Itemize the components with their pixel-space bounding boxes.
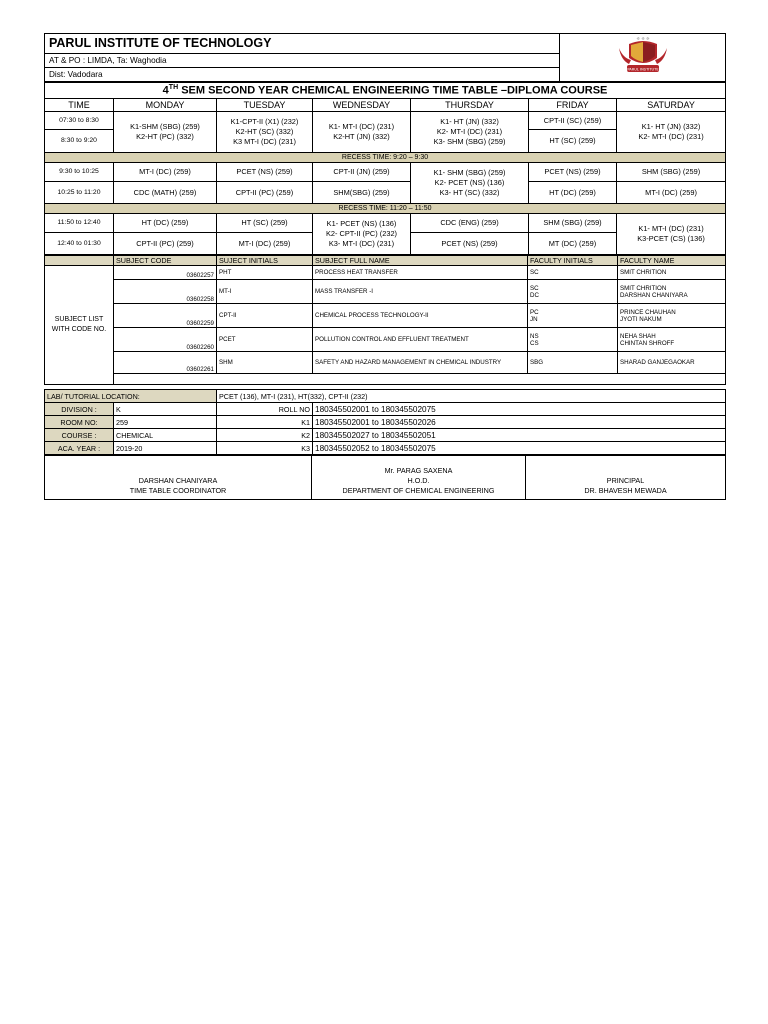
address-line-2: Dist: Vadodara	[45, 67, 560, 81]
subject-code-header: SUBJECT CODE	[114, 256, 217, 266]
saturday-slot-5: K1- MT-I (DC) (231) K3-PCET (CS) (136)	[617, 214, 726, 255]
room-label: ROOM NO:	[45, 416, 114, 429]
subject-name-header: SUBJECT FULL NAME	[313, 256, 528, 266]
thursday-slot-1: K1- HT (JN) (332) K2- MT-I (DC) (231) K3- SHM (SBG) (259)	[411, 112, 529, 153]
monday-slot-4: CDC (MATH) (259)	[114, 182, 217, 204]
saturday-slot-3: SHM (SBG) (259)	[617, 163, 726, 182]
lab-location-label: LAB/ TUTORIAL LOCATION:	[45, 390, 217, 403]
logo-text: PARUL INSTITUTE	[626, 67, 659, 72]
time-slot: 12:40 to 01:30	[45, 233, 114, 255]
tuesday-slot-6: MT-I (DC) (259)	[217, 233, 313, 255]
signature-table	[44, 455, 726, 500]
recess-bar-1: RECESS TIME: 9:20 – 9:30	[45, 153, 726, 163]
recess-bar-2: RECESS TIME: 11:20 – 11:50	[45, 204, 726, 214]
coordinator-signature: DARSHAN CHANIYARA TIME TABLE COORDINATOR	[45, 456, 312, 500]
thursday-slot-5: CDC (ENG) (259)	[411, 214, 529, 233]
monday-slot-1: K1-SHM (SBG) (259) K2-HT (PC) (332)	[114, 112, 217, 153]
col-monday: MONDAY	[114, 99, 217, 112]
monday-slot-6: CPT-II (PC) (259)	[114, 233, 217, 255]
table-row: 03602260 PCET POLLUTION CONTROL AND EFFLUENT TREATMENT NS CS NEHA SHAH CHINTAN SHROFF	[45, 328, 726, 352]
time-slot: 9:30 to 10:25	[45, 163, 114, 182]
time-slot: 8:30 to 9:20	[45, 130, 114, 153]
table-row: 03602259 CPT-II CHEMICAL PROCESS TECHNOLOGY-II PC JN PRINCE CHAUHAN JYOTI NAKUM	[45, 304, 726, 328]
info-table	[44, 389, 726, 455]
col-thursday: THURSDAY	[411, 99, 529, 112]
timetable-grid	[44, 82, 726, 255]
address-line-1: AT & PO : LIMDA, Ta: Waghodia	[45, 53, 560, 67]
col-friday: FRIDAY	[529, 99, 617, 112]
wednesday-slot-4: SHM(SBG) (259)	[313, 182, 411, 204]
col-wednesday: WEDNESDAY	[313, 99, 411, 112]
course-label: COURSE :	[45, 429, 114, 442]
institute-logo-icon	[613, 34, 673, 76]
subject-list-label: SUBJECT LIST WITH CODE NO.	[45, 266, 114, 385]
table-row: SUBJECT LIST WITH CODE NO. 03602257 PHT PROCESS HEAT TRANSFER SC SMIT CHRITION	[45, 266, 726, 280]
timetable-sheet	[44, 33, 725, 500]
saturday-slot-1: K1- HT (JN) (332) K2- MT-I (DC) (231)	[617, 112, 726, 153]
division-label: DIVISION :	[45, 403, 114, 416]
k2-label: K2	[217, 429, 313, 442]
wednesday-slot-5: K1- PCET (NS) (136) K2- CPT-II (PC) (232) K3- MT-I (DC) (231)	[313, 214, 411, 255]
tuesday-slot-5: HT (SC) (259)	[217, 214, 313, 233]
k2-value: 180345502027 to 180345502051	[313, 429, 726, 442]
course-value: CHEMICAL	[114, 429, 217, 442]
time-slot: 07:30 to 8:30	[45, 112, 114, 130]
lab-location-value: PCET (136), MT-I (231), HT(332), CPT-II (232)	[217, 390, 726, 403]
subject-initials-header: SUJECT INITIALS	[217, 256, 313, 266]
year-value: 2019-20	[114, 442, 217, 455]
subject-list-corner	[45, 256, 114, 266]
friday-slot-5: SHM (SBG) (259)	[529, 214, 617, 233]
col-tuesday: TUESDAY	[217, 99, 313, 112]
tuesday-slot-4: CPT-II (PC) (259)	[217, 182, 313, 204]
table-row: 03602261 SHM SAFETY AND HAZARD MANAGEMENT IN CHEMICAL INDUSTRY SBG SHARAD GANJEGAOKAR	[45, 352, 726, 374]
header-table	[44, 33, 726, 82]
table-row: 03602258 MT-I MASS TRANSFER -I SC DC SMIT CHRITION DARSHAN CHANIYARA	[45, 280, 726, 304]
subject-list	[44, 255, 726, 385]
col-time: TIME	[45, 99, 114, 112]
institute-name: PARUL INSTITUTE OF TECHNOLOGY	[45, 34, 560, 54]
hod-signature: Mr. PARAG SAXENA H.O.D. DEPARTMENT OF CHEMICAL ENGINEERING	[312, 456, 526, 500]
time-slot: 11:50 to 12:40	[45, 214, 114, 233]
time-slot: 10:25 to 11:20	[45, 182, 114, 204]
wednesday-slot-1: K1- MT-I (DC) (231) K2-HT (JN) (332)	[313, 112, 411, 153]
subject-list-spacer	[114, 374, 726, 385]
principal-signature: PRINCIPAL DR. BHAVESH MEWADA	[526, 456, 726, 500]
logo-cell	[560, 34, 726, 82]
friday-slot-4: HT (DC) (259)	[529, 182, 617, 204]
k1-label: K1	[217, 416, 313, 429]
friday-slot-1: CPT-II (SC) (259)	[529, 112, 617, 130]
k3-value: 180345502052 to 180345502075	[313, 442, 726, 455]
faculty-name-header: FACULTY NAME	[618, 256, 726, 266]
monday-slot-3: MT-I (DC) (259)	[114, 163, 217, 182]
tuesday-slot-1: K1-CPT-II (X1) (232) K2-HT (SC) (332) K3 MT-I (DC) (231)	[217, 112, 313, 153]
friday-slot-3: PCET (NS) (259)	[529, 163, 617, 182]
monday-slot-5: HT (DC) (259)	[114, 214, 217, 233]
room-value: 259	[114, 416, 217, 429]
faculty-initials-header: FACULTY INITIALS	[528, 256, 618, 266]
friday-slot-2: HT (SC) (259)	[529, 130, 617, 153]
tuesday-slot-3: PCET (NS) (259)	[217, 163, 313, 182]
division-value: K	[114, 403, 217, 416]
thursday-slot-6: PCET (NS) (259)	[411, 233, 529, 255]
timetable-title: 4TH SEM SECOND YEAR CHEMICAL ENGINEERING TIME TABLE –DIPLOMA COURSE	[45, 83, 726, 99]
col-saturday: SATURDAY	[617, 99, 726, 112]
friday-slot-6: MT (DC) (259)	[529, 233, 617, 255]
year-label: ACA. YEAR :	[45, 442, 114, 455]
k1-value: 180345502001 to 180345502026	[313, 416, 726, 429]
roll-label: ROLL NO	[217, 403, 313, 416]
saturday-slot-4: MT-I (DC) (259)	[617, 182, 726, 204]
wednesday-slot-3: CPT-II (JN) (259)	[313, 163, 411, 182]
thursday-slot-3: K1- SHM (SBG) (259) K2- PCET (NS) (136) K3- HT (SC) (332)	[411, 163, 529, 204]
svg-text:☼ ☼ ☼: ☼ ☼ ☼	[635, 36, 650, 41]
k3-label: K3	[217, 442, 313, 455]
roll-value: 180345502001 to 180345502075	[313, 403, 726, 416]
